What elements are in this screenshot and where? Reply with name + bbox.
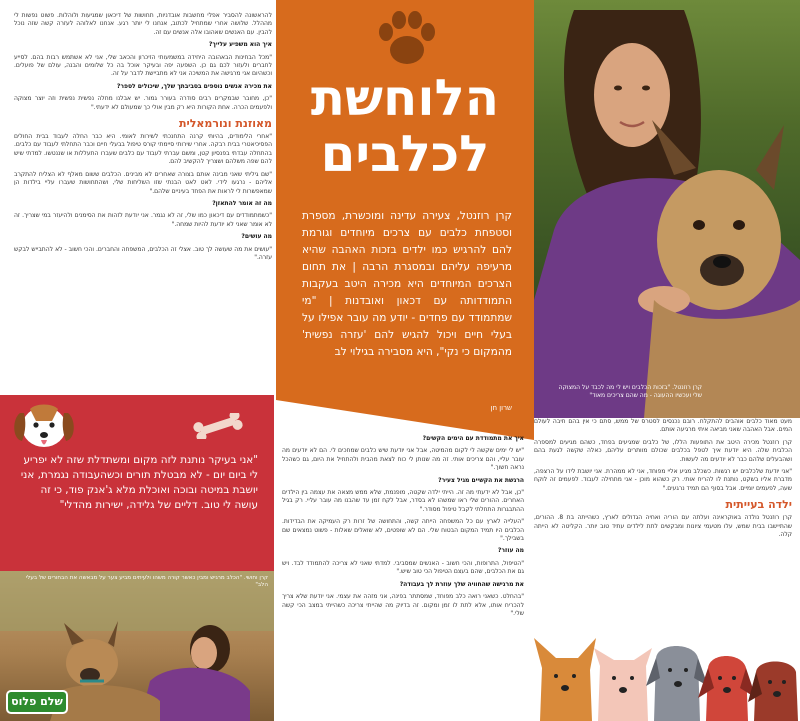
paragraph: "בהחלט. כשאני רואה כלב מפוחד, שמסתתר בפינה, אני מזהה את עצמי. אני יודעת שלא צריך להכריח אותו, אלא לתת לו זמן ומקום. זה בדיוק מה שהייתי צריכה כשהייתי במצב הכי קשה שלי." [282, 593, 524, 617]
article-title [276, 70, 534, 182]
paragraph: "יש לי ימים שקשה לי לקום מהמיטה, אבל אני יודעת שיש כלבים שמחכים לי. הם לא יודעים מה עובר עליי, והם צריכים אותי. זה מה שנותן לי כוח לצאת מהבית ולהתחיל את היום, גם כשהכל נראה חשוך." [282, 447, 524, 472]
paragraph: "העלייה לארץ עם כל המשפחה הייתה קשה, והתחושה של זרות רק העמיקה את הבדידות. הכלבים היו תמיד המקום הבטוח שלי. הם לא שופטים, לא שואלים שאלות - פשוט נמצאים שם בשבילך." [282, 518, 524, 543]
hero-panel [276, 0, 534, 440]
article-column-middle [282, 432, 524, 716]
interview-question: איך הוא משפיע עלייך? [208, 41, 272, 49]
paragraph: קרן רוזנטל נולדה באוקראינה ועלתה עם הוריה ואחיה הגדולים לארץ, כשהייתה בת 8. ההורים, שהתיישבו בבית שמש, עלו מטעמי ציונות ומבקשים לתת לילדים עתיד טוב יותר. הקליטה לא הייתה קלה. [534, 514, 792, 539]
pull-quote-text: "אני בעיקר נותנת לזה מקום ומשתדלת שזה לא יפריע לי ביום יום - לא מבטלת תורים וכשהעבודה נגמרת, אני יושבת במיטה ובוכה ואוכלת מלא ג'אנק פוד, כי זה עושה לי טוב. דליים של גלידה, ישירות מהדלי" [20, 454, 258, 511]
interview-question: מה עושים? [241, 233, 272, 241]
paragraph: "כשמתמודדים עם דיכאון כמו שלי, זה לא נגמר. אני יודעת לזהות את הסימנים ולהיעזר במי שצריך. זה לא אומר שאני לא יודעת להיות שמחה." [14, 212, 272, 228]
interview-question: מה עוזר? [497, 547, 524, 555]
title-line: לכלבים [320, 125, 490, 183]
interview-question: מה זה אומר להתאזן? [212, 199, 272, 207]
interview-question: הרגשת את הקשיים מגיל צעיר? [438, 476, 524, 484]
dogs-row-icon [534, 628, 800, 721]
article-intro: קרן רוזנטל, צעירה עדינה ומוכשרת, מספרת וסטפחת כלבים עם צרכים מיוחדים וגורמת להם להרגיש כמו ילדים בזכות האהבה שהיא מרעיפה עליהם ובמסגרת הרבה | את תחום הצרכים המיוחדים היא מכירה היטב בעקבות התמודדותה עם דכאון ואובדנות | "מי שמתמודד עם פחדים - יודע מה עובר אפילו על בעלי חיים ויכול להגיש להם 'עזרה נפשית' מהמקום כי נקי", היא מסבירה בגילוי לב [302, 210, 512, 358]
article-column-right [534, 418, 792, 628]
paragraph: קרן רוזנטל מכירה היטב את התופעות הללו, של כלבים שמגיעים בפחד, כשהם מגיעים למספרה הכלבית שלה. היא יודעת איך לטפל בכלבים שכולם מוותרים עליהם, כאלה שקשה לגעת בהם ושהבעלים שלהם כבר לא יודעים מה לעשות. [534, 438, 792, 463]
paragraph: "שם גיליתי שאני מבינה אותם בצורה שאחרים לא מבינים. הכלבים ששום מאלף לא הצליח להתקרב אליהם - נרגעו לידי. לאט לאט הבנתי שזו השליחות שלי, ושהתחושות שעברו עליי בילדות הן שמאפשרות לי לראות את הפחד בעיניים שלהם." [14, 170, 272, 195]
publication-logo: שלם פלוס [6, 690, 68, 714]
paw-icon [372, 8, 442, 70]
paragraph: "אני יודעת שלכלבים יש רגשות. כשכלב מגיע אליי מפוחד, אני לא ממהרת. אני יושבת לידו על הרצפה, מדברת אליו בשקט, נותנת לו להריח אותי. רק כשהוא מוכן - אני מתחילה לעבוד. לפעמים זה לוקח שעה, לפעמים יומיים. אבל בסוף הם תמיד נרגעים." [534, 468, 792, 492]
paragraph: מעט מאוד כלבים אוהבים להתקלח. רובם נכנסים לסטרס של ממש, סתם כי אין בהם חיבה לעולם המים. אבל האהבה שאני מביאה איתי מרגיעה אותם. [534, 418, 792, 434]
paragraph: להראשונה להסביר אפלי מחשבות אובדניות, תחושות של דיכאון שמגיעות ולוהלות. פשוט נפשות לי מההלל. שלושה אחרי שמתחיל לכתוב, אנחנו לי יותר רגע. אנחנו לאלוהה לעזרה קשה שזה נוכל להבין. עם האנשים שאהובו אלה אנשים עם זה. [14, 12, 272, 36]
bone-icon [190, 413, 246, 439]
dog-face-icon [8, 395, 80, 453]
woman-with-dog-photo-icon [534, 0, 800, 418]
interview-question: את מכירה אנשים נוספים בסביבתך שלך, שיכולים לספר? [116, 82, 272, 90]
paragraph: "עושים את מה שעושה לך טוב. אצלי זה הכלבים, המשפחה והחברים. והכי חשוב - לא להתבייש לבקש עזרה." [14, 245, 272, 261]
paragraph: "מכל הבחינות הבאהובה היחידה במשמעותי הזיכרון והכאב שלי, אני לא אשתמש רבות בהם. לסייע לחברים ולעזור לכם גם כן. השפעה יפה ובעיקר אוכל בה כל שלומים והבנה, עולם של פועלים. וכשהיום אני מרגישה את המשיכה אני לא מתביישת לדבר על זה. [14, 53, 272, 78]
photo-caption: קרן רוזנטל. "בזכות הכלבים ויש לי מה לכבד על המצוקה שלי ועכשיו ההעוגה - מה שהם צריכים מאוד" [558, 384, 702, 399]
article-column-left [14, 12, 272, 390]
interview-question: איך את מתמודדת עם הימים הקשים? [422, 435, 524, 442]
title-line: הלוחשת [310, 69, 500, 127]
paragraph: "כן, מחובר שבמקרים רבים סודרה בעורר גמור. יש אבלנו מחלה נפשית נפשית וזה יוצר מצוקה ולפעמים הכרה. אחת הקורות היא רק מבין אולי כך שמעולם לא ידעתי." [14, 95, 272, 111]
pull-quote-box [0, 395, 274, 571]
section-subhead: מאוזנת ונורמאלית [178, 117, 272, 131]
author-byline: שרון חן [490, 404, 512, 412]
paragraph: "אחרי הלימודים, בהיותי קרנה התחנכתי לשירות לאומי. היא כבר החלה לעבוד בבית החולים הפסיכיאטרי בבית רבקה. אחרי שירותי סיימתי קורס טיפול בבעלי חיים וכבר התחלתי לעבוד עם כלבים. בהתחלה עבדתי בפנסיון קטן, ומשם עברתי לעבוד עם כלבים שעברו התעללות או שננטשו. למדתי שיש להם שפה משלהם ושצריך להקשיב להם. [14, 133, 272, 166]
interview-question: את מרגישה שהחוויה שלך עוזרת לך בעבודה? [399, 580, 524, 588]
paragraph: "הטיפול, התרופות, והכי חשוב - האנשים שמסביבי. למדתי שאני לא צריכה להתמודד לבד. ויש גם את הכלבים, שהם בעצם הטיפול הכי טוב שיש." [282, 559, 524, 576]
section-subhead: ילדה בעייתית [725, 498, 792, 512]
photo-caption: קרן וחושי. "הכלב מרגיש ומבין כאשר קורה משהו ולעיתים מביע צער על מבאשה את הבחורים של בעלי הלב" [25, 575, 268, 588]
main-photo [534, 0, 800, 418]
paragraph: "כן, אבל לא ידעתי מה זה. הייתי ילדה שקטה, מופנמת, שלא ממש מצאה את עצמה בין הילדים האחרים. ההורים שלי ראו שמשהו לא בסדר, אבל לקח זמן עד שהבנו מה עובר עליי. רק בגיל ההתבגרות התחלתי לקבל טיפול מסודר." [282, 489, 524, 513]
